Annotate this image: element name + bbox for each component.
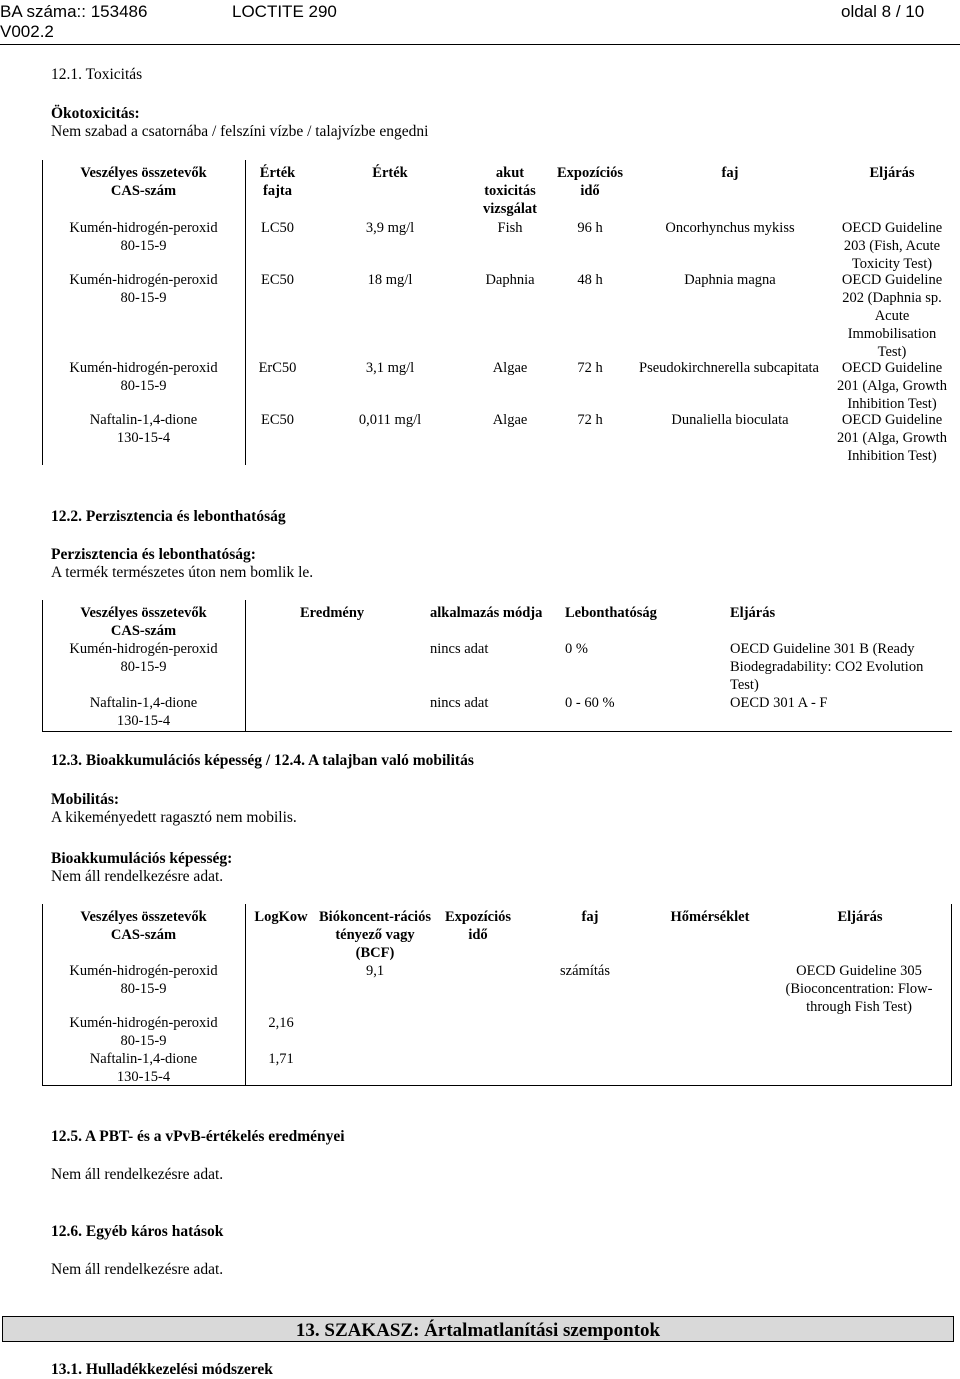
cell-method: OECD Guideline 201 (Alga, Growth Inhibition Test) — [837, 360, 947, 412]
header-rule — [0, 44, 960, 45]
table-row: Kumén-hidrogén-peroxid 80-15-9 — [69, 963, 218, 997]
cell-method: OECD Guideline 201 (Alga, Growth Inhibition Test) — [837, 412, 947, 464]
cell-method: OECD Guideline 203 (Fish, Acute Toxicity Test) — [841, 220, 943, 272]
header-method: Eljárás — [837, 909, 883, 925]
bioaccumulation-text: Nem áll rendelkezésre adat. — [51, 868, 224, 885]
persistence-label: Perzisztencia és lebonthatóság: — [51, 546, 256, 563]
header-method: Eljárás — [869, 165, 915, 181]
header-value-type: Érték fajta — [259, 165, 296, 199]
header-bcf: Biókoncent-rációs tényező vagy (BCF) — [319, 909, 431, 961]
cell-application: nincs adat — [430, 695, 489, 711]
section-12-5-text: Nem áll rendelkezésre adat. — [51, 1166, 224, 1183]
persistence-text: A termék természetes úton nem bomlik le. — [51, 564, 314, 581]
section-12-6-title: 12.6. Egyéb káros hatások — [51, 1223, 224, 1240]
header-species: faj — [721, 165, 739, 181]
cell-method: OECD Guideline 301 B (Ready Biodegradability: CO2 Evolution Test) — [730, 641, 924, 693]
table-row: Naftalin-1,4-dione 130-15-4 — [89, 412, 198, 446]
cell-time: 96 h — [577, 220, 603, 236]
section-13-1-title: 13.1. Hulladékkezelési módszerek — [51, 1361, 273, 1378]
table-row: Kumén-hidrogén-peroxid 80-15-9 — [69, 272, 218, 306]
cell-acute: Daphnia — [485, 272, 535, 288]
cell-acute: Algae — [492, 360, 528, 376]
cell-method: OECD Guideline 305 (Bioconcentration: Flow- through Fish Test) — [785, 963, 933, 1015]
cell-acute: Fish — [497, 220, 523, 236]
cell-value: 0,011 mg/l — [358, 412, 422, 428]
header-temperature: Hőmérséklet — [670, 909, 750, 925]
header-acute: akut toxicitás vizsgálat — [483, 165, 537, 217]
cell-value: 3,9 mg/l — [365, 220, 415, 236]
header-substance: Veszélyes összetevők CAS-szám — [80, 165, 207, 199]
header-substance: Veszélyes összetevők CAS-szám — [80, 909, 207, 943]
cell-bcf: 9,1 — [365, 963, 385, 979]
header-species: faj — [581, 909, 599, 925]
cell-time: 72 h — [577, 412, 603, 428]
table-row: Kumén-hidrogén-peroxid 80-15-9 — [69, 641, 218, 675]
table-row: Naftalin-1,4-dione 130-15-4 — [89, 1051, 198, 1085]
header-method: Eljárás — [730, 605, 776, 621]
cell-acute: Algae — [492, 412, 528, 428]
ecotox-label: Ökotoxicitás: — [51, 105, 140, 122]
table-row: Kumén-hidrogén-peroxid 80-15-9 — [69, 1015, 218, 1049]
table-row: Kumén-hidrogén-peroxid 80-15-9 — [69, 220, 218, 254]
ba-number: BA száma:: 153486 — [0, 2, 148, 21]
cell-application: nincs adat — [430, 641, 489, 657]
table-row: Naftalin-1,4-dione 130-15-4 — [89, 695, 198, 729]
section-13-title: 13. SZAKASZ: Ártalmatlanítási szempontok — [295, 1320, 661, 1341]
cell-species: Pseudokirchnerella subcapitata — [639, 360, 819, 376]
cell-type: ErC50 — [258, 360, 297, 376]
cell-value: 3,1 mg/l — [365, 360, 415, 376]
cell-method: OECD Guideline 202 (Daphnia sp. Acute Immobilisation Test) — [841, 272, 943, 360]
section-12-2-title: 12.2. Perzisztencia és lebonthatóság — [51, 508, 286, 525]
section-12-5-title: 12.5. A PBT- és a vPvB-értékelés eredményei — [51, 1128, 345, 1145]
product-name: LOCTITE 290 — [232, 2, 337, 21]
version: V002.2 — [0, 22, 54, 41]
mobility-label: Mobilitás: — [51, 791, 120, 808]
header-exposure: Expozíciós idő — [444, 909, 512, 943]
header-exposure: Expozíciós idő — [556, 165, 624, 199]
cell-logkow: 2,16 — [268, 1015, 294, 1031]
ecotox-text: Nem szabad a csatornába / felszíni vízbe / talajvízbe engedni — [51, 123, 429, 140]
cell-species: számítás — [560, 963, 610, 979]
cell-method: OECD 301 A - F — [730, 695, 828, 711]
page-number: oldal 8 / 10 — [841, 2, 925, 21]
cell-value: 18 mg/l — [367, 272, 413, 288]
header-application: alkalmazás módja — [430, 605, 543, 621]
bioaccumulation-label: Bioakkumulációs képesség: — [51, 850, 233, 867]
header-logkow: LogKow — [254, 909, 308, 925]
table-row: Kumén-hidrogén-peroxid 80-15-9 — [69, 360, 218, 394]
section-12-1-title: 12.1. Toxicitás — [51, 66, 143, 83]
cell-species: Oncorhynchus mykiss — [665, 220, 795, 236]
cell-logkow: 1,71 — [268, 1051, 294, 1067]
cell-type: EC50 — [260, 412, 295, 428]
cell-degradability: 0 - 60 % — [565, 695, 615, 711]
cell-time: 48 h — [577, 272, 603, 288]
cell-degradability: 0 % — [565, 641, 588, 657]
section-12-6-text: Nem áll rendelkezésre adat. — [51, 1261, 224, 1278]
cell-species: Dunaliella bioculata — [671, 412, 789, 428]
header-result: Eredmény — [300, 605, 365, 621]
header-value: Érték — [372, 165, 408, 181]
cell-type: EC50 — [260, 272, 295, 288]
cell-species: Daphnia magna — [684, 272, 776, 288]
header-degradability: Lebonthatóság — [565, 605, 657, 621]
cell-type: LC50 — [260, 220, 295, 236]
section-13-banner — [2, 1316, 954, 1342]
cell-time: 72 h — [577, 360, 603, 376]
header-substance: Veszélyes összetevők CAS-szám — [80, 605, 207, 639]
section-12-3-title: 12.3. Bioakkumulációs képesség / 12.4. A talajban való mobilitás — [51, 752, 474, 769]
mobility-text: A kikeményedett ragasztó nem mobilis. — [51, 809, 297, 826]
